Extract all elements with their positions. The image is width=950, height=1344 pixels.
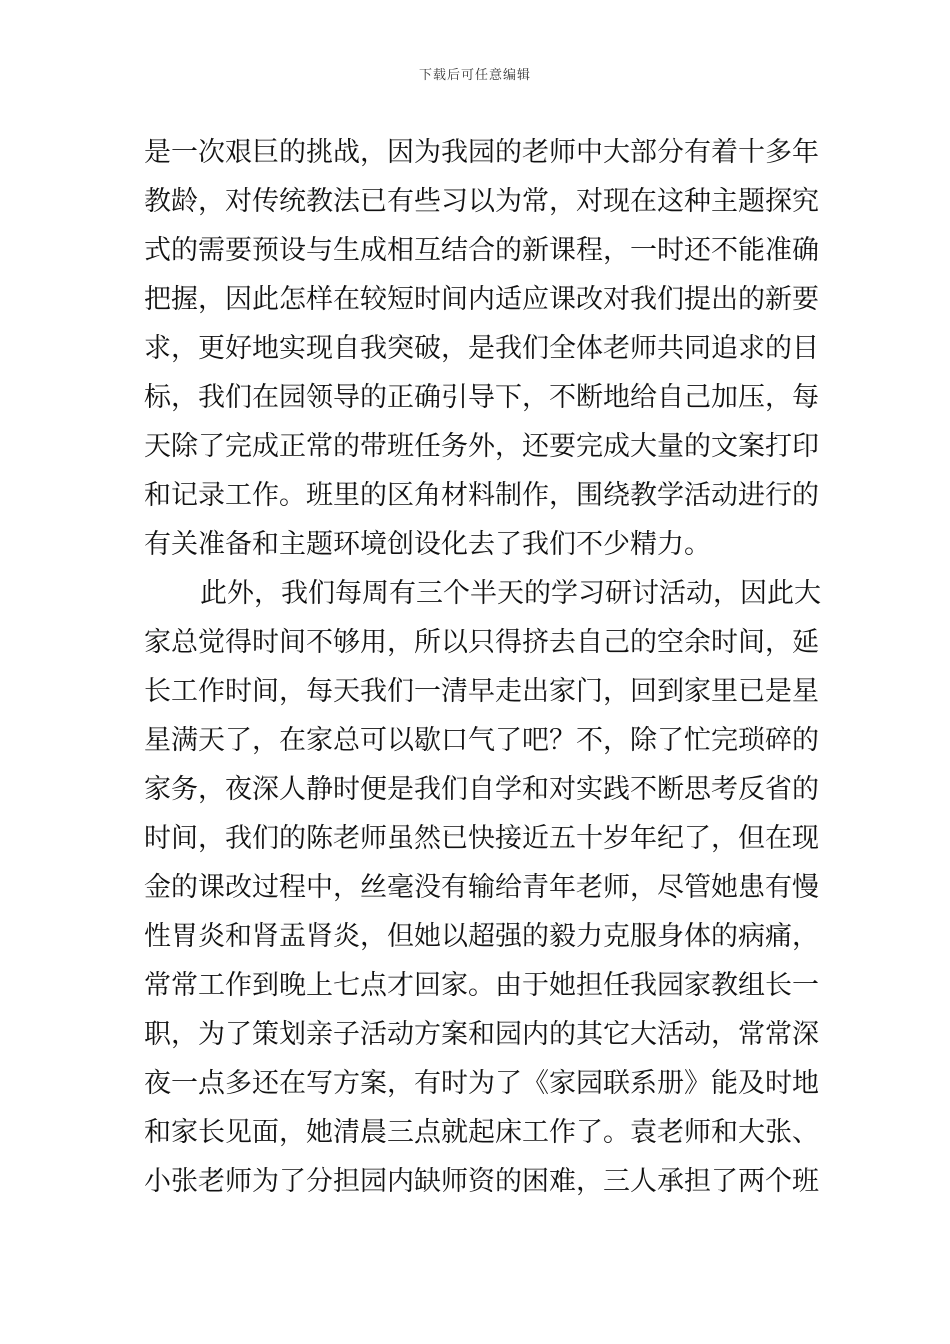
text-line: 常常工作到晚上七点才回家。由于她担任我园家教组长一 (144, 970, 819, 1001)
text-line: 求，更好地实现自我突破，是我们全体老师共同追求的目 (144, 333, 819, 364)
text-line: 把握，因此怎样在较短时间内适应课改对我们提出的新要 (144, 284, 819, 315)
text-line: 和记录工作。班里的区角材料制作，围绕教学活动进行的 (144, 480, 819, 511)
text-line: 和家长见面，她清晨三点就起床工作了。袁老师和大张、 (144, 1117, 819, 1148)
text-line: 有关准备和主题环境创设化去了我们不少精力。 (144, 529, 711, 560)
page-header: 下载后可任意编辑 (418, 68, 531, 83)
text-line: 性胃炎和肾盂肾炎，但她以超强的毅力克服身体的病痛， (144, 921, 819, 952)
text-line: 教龄，对传统教法已有些习以为常，对现在这种主题探究 (144, 186, 819, 217)
text-line: 是一次艰巨的挑战，因为我园的老师中大部分有着十多年 (144, 137, 819, 168)
text-line: 家总觉得时间不够用，所以只得挤去自己的空余时间，延 (144, 627, 819, 658)
paragraph-1 (144, 128, 819, 569)
text-line: 标，我们在园领导的正确引导下，不断地给自己加压，每 (144, 382, 819, 413)
text-line: 长工作时间，每天我们一清早走出家门，回到家里已是星 (144, 676, 819, 707)
paragraph-2 (144, 569, 821, 1206)
text-line: 此外，我们每周有三个半天的学习研讨活动，因此大 (200, 578, 821, 609)
text-line: 职，为了策划亲子活动方案和园内的其它大活动，常常深 (144, 1019, 819, 1050)
text-line: 时间，我们的陈老师虽然已快接近五十岁年纪了，但在现 (144, 823, 819, 854)
text-line: 金的课改过程中，丝毫没有输给青年老师，尽管她患有慢 (144, 872, 819, 903)
document-body (144, 128, 821, 1206)
text-line: 天除了完成正常的带班任务外，还要完成大量的文案打印 (144, 431, 819, 462)
text-line: 夜一点多还在写方案，有时为了《家园联系册》能及时地 (144, 1068, 819, 1099)
text-line: 星满天了，在家总可以歇口气了吧？不，除了忙完琐碎的 (144, 725, 819, 756)
text-line: 式的需要预设与生成相互结合的新课程，一时还不能准确 (144, 235, 819, 266)
text-line: 小张老师为了分担园内缺师资的困难，三人承担了两个班 (144, 1166, 819, 1197)
text-line: 家务，夜深人静时便是我们自学和对实践不断思考反省的 (144, 774, 819, 805)
